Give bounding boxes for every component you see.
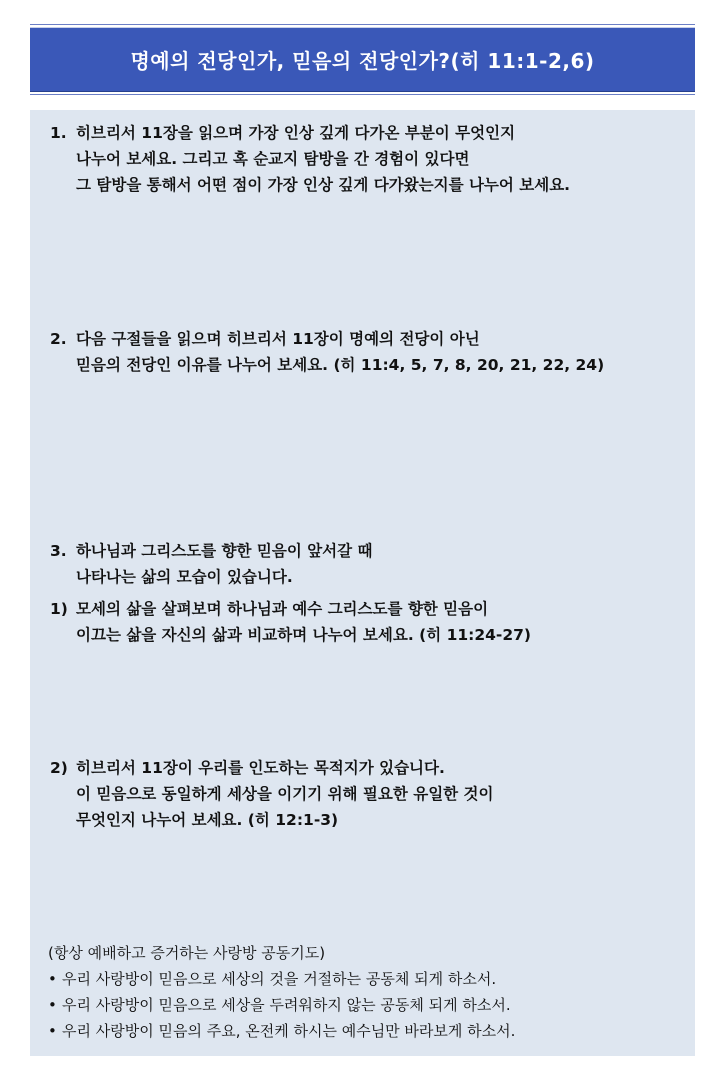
question-3-1	[50, 596, 685, 648]
prayer-list	[48, 966, 685, 1044]
question-1	[50, 120, 685, 198]
question-line: 1. 히브리서 11장을 읽으며 가장 인상 깊게 다가온 부분이 무엇인지	[50, 120, 685, 146]
question-line: 2. 다음 구절들을 읽으며 히브리서 11장이 명예의 전당이 아닌	[50, 326, 685, 352]
page-title: 명예의 전당인가, 믿음의 전당인가?(히 11:1-2,6)	[130, 49, 595, 73]
question-line: 3. 하나님과 그리스도를 향한 믿음이 앞서갈 때	[50, 538, 685, 564]
question-line: 1) 모세의 삶을 살펴보며 하나님과 예수 그리스도를 향한 믿음이	[50, 596, 685, 622]
bullet-icon: •	[48, 970, 57, 988]
bullet-icon: •	[48, 996, 57, 1014]
question-number: 3.	[50, 542, 67, 560]
question-3-2	[50, 755, 685, 833]
question-number: 1.	[50, 124, 67, 142]
question-line: 이 믿음으로 동일하게 세상을 이기기 위해 필요한 유일한 것이	[76, 785, 494, 803]
question-number: 2.	[50, 330, 67, 348]
question-line: 나누어 보세요. 그리고 혹 순교지 탐방을 간 경험이 있다면	[76, 150, 470, 168]
question-line: 그 탐방을 통해서 어떤 점이 가장 인상 깊게 다가왔는지를 나누어 보세요.	[76, 176, 571, 194]
question-line: 이끄는 삶을 자신의 삶과 비교하며 나누어 보세요. (히 11:24-27)	[76, 626, 532, 644]
list-item: • 우리 사랑방이 믿음으로 세상의 것을 거절하는 공동체 되게 하소서.	[48, 966, 685, 992]
list-item: • 우리 사랑방이 믿음으로 세상을 두려워하지 않는 공동체 되게 하소서.	[48, 992, 685, 1018]
list-item: • 우리 사랑방이 믿음의 주요, 온전케 하시는 예수님만 바라보게 하소서.	[48, 1018, 685, 1044]
question-number: 1)	[50, 600, 68, 618]
question-2	[50, 326, 685, 378]
question-number: 2)	[50, 759, 68, 777]
common-prayer	[48, 940, 685, 1044]
question-3	[50, 538, 685, 590]
question-line: 무엇인지 나누어 보세요. (히 12:1-3)	[76, 811, 339, 829]
question-line: 2) 히브리서 11장이 우리를 인도하는 목적지가 있습니다.	[50, 755, 685, 781]
bullet-icon: •	[48, 1022, 57, 1040]
question-line: 믿음의 전당인 이유를 나누어 보세요. (히 11:4, 5, 7, 8, 20, 21, 22, 24)	[76, 356, 605, 374]
title-banner	[30, 27, 695, 92]
prayer-heading: (항상 예배하고 증거하는 사랑방 공동기도)	[48, 944, 326, 962]
worksheet-body	[30, 110, 695, 1056]
question-line: 나타나는 삶의 모습이 있습니다.	[76, 568, 293, 586]
